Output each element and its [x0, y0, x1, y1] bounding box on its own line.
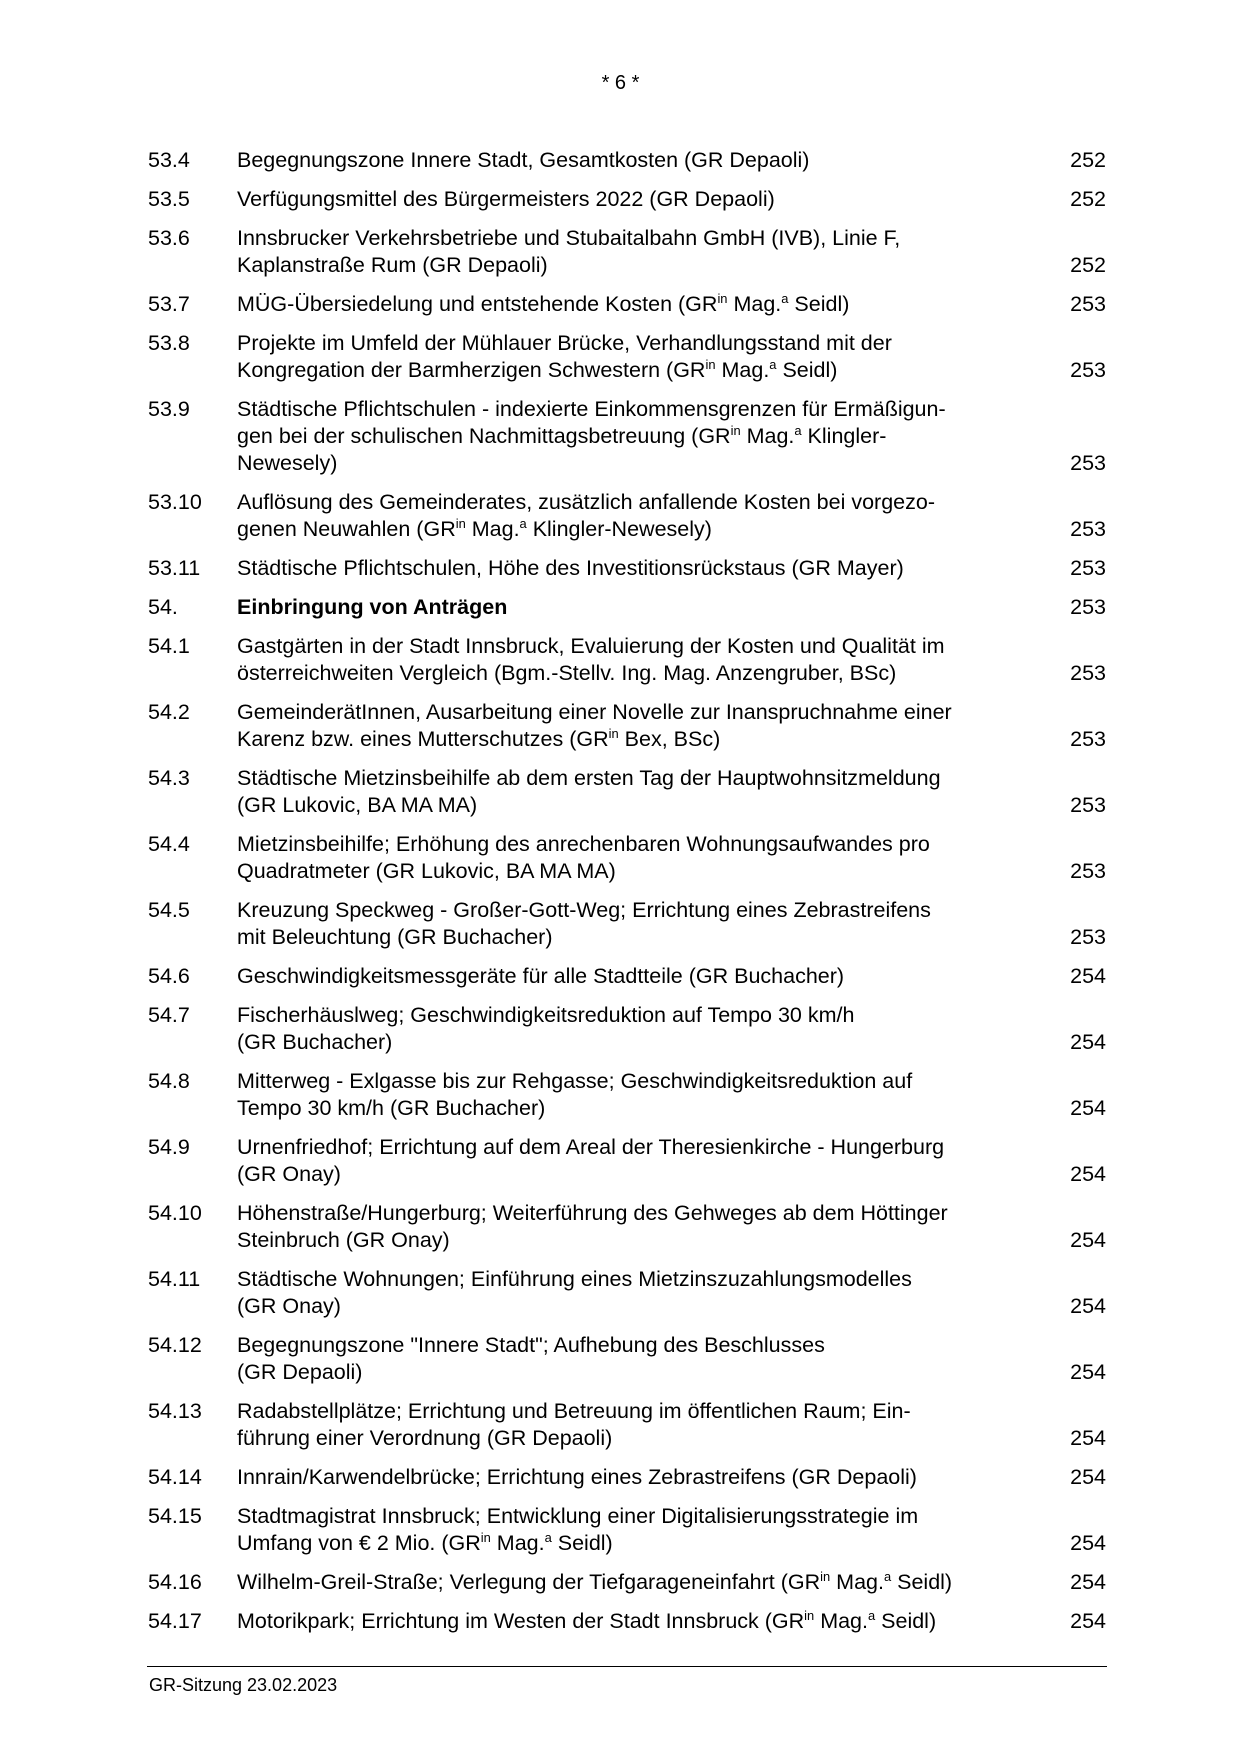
toc-entry-page: 253	[1070, 556, 1106, 580]
toc-entry	[148, 1200, 1106, 1254]
footer-text: GR-Sitzung 23.02.2023	[149, 1675, 338, 1695]
toc-entry	[148, 186, 1106, 213]
toc-entry-page: 253	[1070, 859, 1106, 883]
toc-entry-title: Höhenstraße/Hungerburg; Weiterführung des Gehweges ab dem Höttinger Steinbruch (GR Onay)	[237, 1201, 948, 1252]
toc-entry-page: 254	[1070, 1096, 1106, 1120]
toc-entry-number: 54.8	[148, 1069, 190, 1093]
toc-entry-number: 54.12	[148, 1333, 202, 1357]
toc-entry-page: 254	[1070, 1570, 1106, 1594]
toc-entry-number: 53.9	[148, 397, 190, 421]
toc-entry-page: 253	[1070, 595, 1106, 619]
toc-entry	[148, 1134, 1106, 1188]
toc-entry	[148, 1608, 1106, 1635]
toc-entry-title: Städtische Wohnungen; Einführung eines Mietzinszuzahlungsmodelles (GR Onay)	[237, 1267, 912, 1318]
toc-entry-number: 54.7	[148, 1003, 190, 1027]
toc-entry-number: 54.4	[148, 832, 190, 856]
table-of-contents	[148, 147, 1106, 1647]
toc-entry-page: 253	[1070, 793, 1106, 817]
toc-entry	[148, 330, 1106, 384]
toc-entry-page: 254	[1070, 1030, 1106, 1054]
toc-entry-page: 254	[1070, 1360, 1106, 1384]
toc-entry-number: 54.10	[148, 1201, 202, 1225]
toc-entry-title: Verfügungsmittel des Bürgermeisters 2022 (GR Depaoli)	[237, 187, 775, 211]
toc-entry-page: 254	[1070, 1426, 1106, 1450]
toc-entry-number: 54.15	[148, 1504, 202, 1528]
toc-entry-title: Mitterweg - Exlgasse bis zur Rehgasse; Geschwindigkeitsreduktion auf Tempo 30 km/h (GR Buchacher)	[237, 1069, 913, 1120]
toc-entry-title: Gastgärten in der Stadt Innsbruck, Evaluierung der Kosten und Qualität im österreichweiten Vergleich (Bgm.-Stellv. Ing. Mag. Anzengruber, BSc)	[237, 634, 945, 685]
toc-entry-number: 54.17	[148, 1609, 202, 1633]
toc-entry-number: 54.14	[148, 1465, 202, 1489]
toc-entry-number: 53.5	[148, 187, 190, 211]
toc-entry-page: 254	[1070, 1294, 1106, 1318]
toc-entry-page: 253	[1070, 661, 1106, 685]
toc-entry	[148, 633, 1106, 687]
toc-entry-title: Innrain/Karwendelbrücke; Errichtung eines Zebrastreifens (GR Depaoli)	[237, 1465, 917, 1489]
toc-entry	[148, 396, 1106, 477]
toc-entry	[148, 1398, 1106, 1452]
toc-entry-page: 253	[1070, 517, 1106, 541]
toc-entry-title: Begegnungszone "Innere Stadt"; Aufhebung des Beschlusses (GR Depaoli)	[237, 1333, 825, 1384]
toc-entry	[148, 831, 1106, 885]
toc-entry-title: GemeinderätInnen, Ausarbeitung einer Novelle zur Inanspruchnahme einer Karenz bzw. eines Mutterschutzes ($GR^{in}$ Bex, BSc)	[237, 700, 952, 751]
toc-entry-page: 253	[1070, 358, 1106, 382]
toc-entry-title: Städtische Pflichtschulen, Höhe des Investitionsrückstaus (GR Mayer)	[237, 556, 904, 580]
toc-entry-title: MÜG-Übersiedelung und entstehende Kosten ($GR^{in}$ Mag.$^a$ Seidl)	[237, 290, 850, 316]
toc-entry-page: 253	[1070, 925, 1106, 949]
toc-entry	[148, 489, 1106, 543]
toc-entry-page: 254	[1070, 1162, 1106, 1186]
toc-entry-number: 53.6	[148, 226, 190, 250]
toc-entry-page: 252	[1070, 148, 1106, 172]
toc-entry-title: Fischerhäuslweg; Geschwindigkeitsreduktion auf Tempo 30 km/h (GR Buchacher)	[237, 1003, 855, 1054]
toc-entry-number: 53.7	[148, 292, 190, 316]
toc-entry-number: 53.11	[148, 556, 201, 580]
toc-entry	[148, 1332, 1106, 1386]
toc-entry-number: 54.11	[148, 1267, 201, 1291]
toc-entry-title: Motorikpark; Errichtung im Westen der Stadt Innsbruck ($GR^{in}$ Mag.$^a$ Seidl)	[237, 1607, 937, 1633]
toc-entry-title: Kreuzung Speckweg - Großer-Gott-Weg; Errichtung eines Zebrastreifens mit Beleuchtung (GR Buchacher)	[237, 898, 931, 949]
toc-entry-title: Radabstellplätze; Errichtung und Betreuung im öffentlichen Raum; Ein- führung einer Verordnung (GR Depaoli)	[237, 1399, 911, 1450]
toc-entry-number: 54.13	[148, 1399, 202, 1423]
toc-entry-number: 54.9	[148, 1135, 190, 1159]
toc-entry	[148, 555, 1106, 582]
toc-entry	[148, 963, 1106, 990]
toc-entry-title: Urnenfriedhof; Errichtung auf dem Areal der Theresienkirche - Hungerburg (GR Onay)	[237, 1135, 945, 1186]
toc-entry-number: 53.10	[148, 490, 202, 514]
toc-entry-title: Geschwindigkeitsmessgeräte für alle Stadtteile (GR Buchacher)	[237, 964, 845, 988]
toc-entry	[148, 699, 1106, 753]
toc-entry-title: Auflösung des Gemeinderates, zusätzlich anfallende Kosten bei vorgezo- genen Neuwahlen ($GR^{in}$ Mag.$^a$ Klingler-Newesely)	[237, 490, 935, 541]
toc-entry	[148, 1569, 1106, 1596]
toc-entry-title: Städtische Pflichtschulen - indexierte Einkommensgrenzen für Ermäßigun- gen bei der schulischen Nachmittagsbetreuung ($GR^{in}$ Mag.$^a$ Klingler- Newesely)	[237, 397, 946, 475]
toc-entry-page: 254	[1070, 1465, 1106, 1489]
toc-entry-title: Wilhelm-Greil-Straße; Verlegung der Tiefgarageneinfahrt ($GR^{in}$ Mag.$^a$ Seidl)	[237, 1568, 953, 1594]
toc-entry	[148, 594, 1106, 621]
toc-entry-title: Begegnungszone Innere Stadt, Gesamtkosten (GR Depaoli)	[237, 148, 810, 172]
toc-entry	[148, 897, 1106, 951]
toc-entry-page: 252	[1070, 187, 1106, 211]
toc-entry-title: Einbringung von Anträgen	[237, 595, 508, 619]
toc-entry	[148, 1068, 1106, 1122]
toc-entry-page: 254	[1070, 1228, 1106, 1252]
toc-entry-title: Projekte im Umfeld der Mühlauer Brücke, Verhandlungsstand mit der Kongregation der Barmherzigen Schwestern ($GR^{in}$ Mag.$^a$ Seidl)	[237, 331, 892, 382]
toc-entry-page: 254	[1070, 1609, 1106, 1633]
toc-entry-number: 54.5	[148, 898, 190, 922]
footer-divider	[147, 1666, 1107, 1667]
toc-entry	[148, 225, 1106, 279]
toc-entry	[148, 765, 1106, 819]
toc-entry-page: 252	[1070, 253, 1106, 277]
toc-entry-page: 253	[1070, 727, 1106, 751]
toc-entry-number: 53.4	[148, 148, 190, 172]
toc-entry-number: 53.8	[148, 331, 190, 355]
toc-entry-title: Innsbrucker Verkehrsbetriebe und Stubaitalbahn GmbH (IVB), Linie F, Kaplanstraße Rum (GR Depaoli)	[237, 226, 901, 277]
page-number: * 6 *	[601, 72, 640, 94]
toc-entry	[148, 1464, 1106, 1491]
toc-entry	[148, 1503, 1106, 1557]
toc-entry-page: 253	[1070, 292, 1106, 316]
toc-entry	[148, 291, 1106, 318]
toc-entry-page: 254	[1070, 964, 1106, 988]
toc-entry	[148, 147, 1106, 174]
toc-entry-number: 54.3	[148, 766, 190, 790]
toc-entry	[148, 1266, 1106, 1320]
toc-entry-title: Stadtmagistrat Innsbruck; Entwicklung einer Digitalisierungsstrategie im Umfang von € 2 Mio. ($GR^{in}$ Mag.$^a$ Seidl)	[237, 1504, 919, 1555]
toc-entry-number: 54.	[148, 595, 178, 619]
toc-entry-number: 54.6	[148, 964, 190, 988]
toc-entry-number: 54.1	[148, 634, 190, 658]
toc-entry-title: Städtische Mietzinsbeihilfe ab dem ersten Tag der Hauptwohnsitzmeldung (GR Lukovic, BA MA MA)	[237, 766, 941, 817]
toc-entry-page: 253	[1070, 451, 1106, 475]
toc-entry-page: 254	[1070, 1531, 1106, 1555]
toc-entry	[148, 1002, 1106, 1056]
toc-entry-number: 54.2	[148, 700, 190, 724]
toc-entry-number: 54.16	[148, 1570, 202, 1594]
toc-entry-title: Mietzinsbeihilfe; Erhöhung des anrechenbaren Wohnungsaufwandes pro Quadratmeter (GR Lukovic, BA MA MA)	[237, 832, 930, 883]
